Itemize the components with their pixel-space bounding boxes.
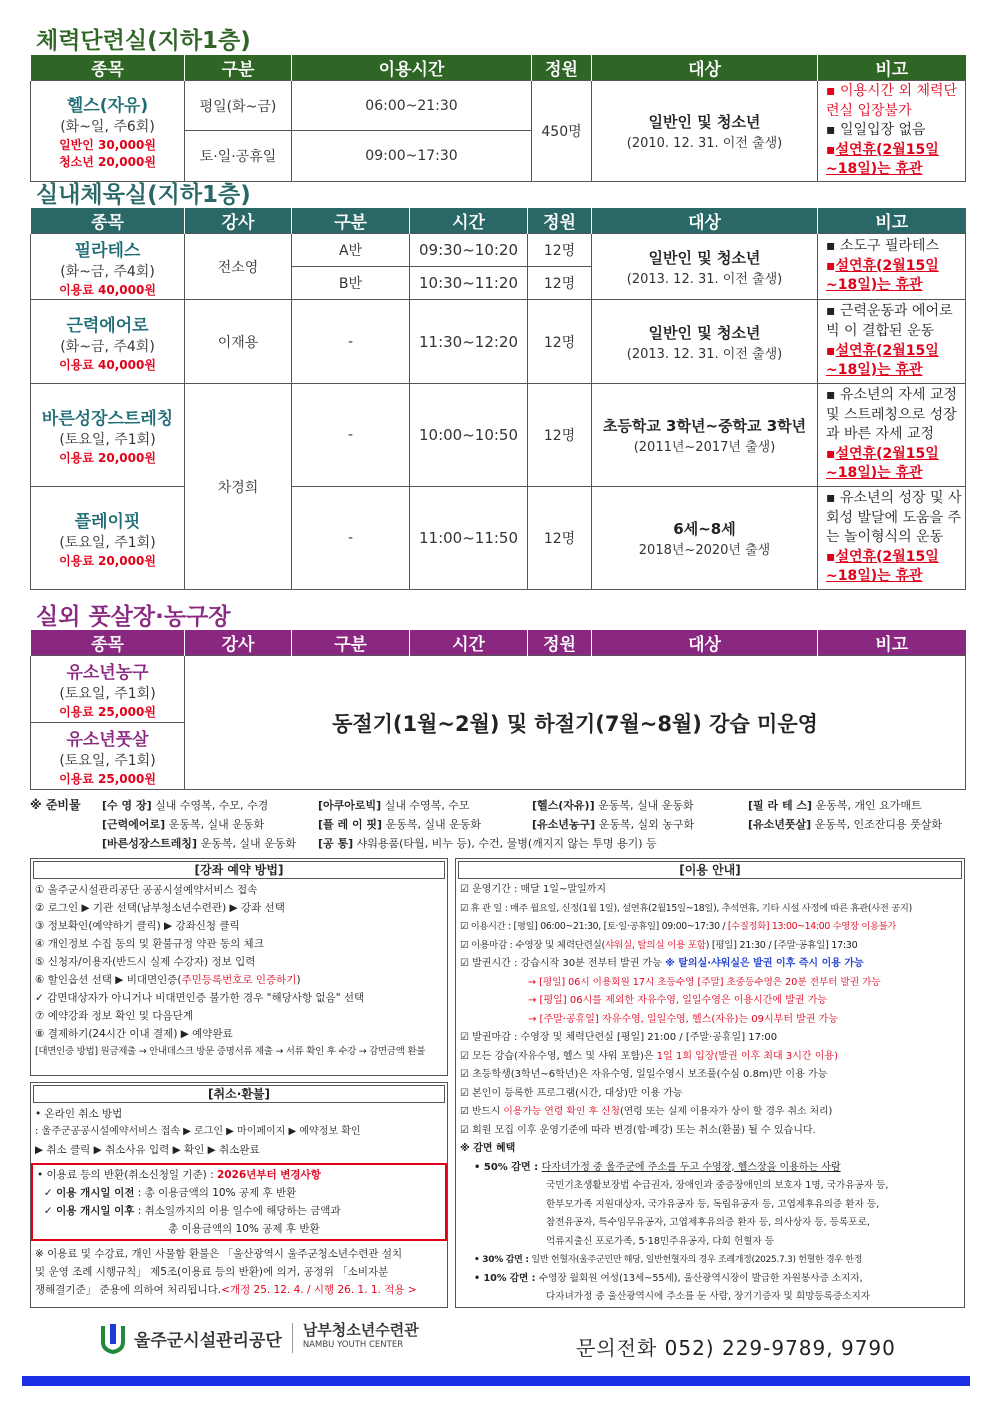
col-header: 구분 [292, 630, 410, 656]
booking-step: ① 울주군시설관리공단 공공시설예약서비스 접속 [35, 884, 258, 896]
prep-value: 운동복, 실내 운동화 [168, 818, 265, 831]
program-cell [31, 384, 185, 487]
org-name: 울주군시설관리공단 [134, 1330, 282, 1351]
booking-box [30, 858, 448, 1076]
footer-logo [100, 1322, 419, 1354]
note-text: 설연휴(2월15일~18일)는 휴관 [826, 141, 939, 178]
prep-key: [바른성장스트레칭] [102, 837, 198, 850]
outdoor-notice: 동절기(1월~2월) 및 하절기(7월~8월) 강습 미운영 [185, 656, 966, 790]
col-header: 시간 [410, 208, 528, 234]
booking-step: ⑧ 결제하기(24시간 이내 결제) ▶ 예약완료 [35, 1028, 233, 1040]
class-cell: - [292, 384, 410, 487]
bottom-bar [22, 1376, 970, 1386]
footer-divider [292, 1323, 293, 1353]
col-header: 구분 [185, 55, 292, 81]
cancel-footnote: 및 운영 조례 시행규칙」 제5조(이용료 등의 반환)에 의거, 공정위 「소비자분 [35, 1266, 389, 1278]
prep-key: [공 통] [318, 837, 354, 850]
usage-box [455, 858, 965, 1308]
refund-after-2: 총 이용금액의 10% 공제 후 반환 [168, 1223, 320, 1235]
program-fee: 이용료 40,000원 [59, 357, 156, 372]
note-text: 설연휴(2월15일~18일)는 휴관 [826, 445, 939, 482]
note-text: 이용시간 외 체력단련실 입장불가 [826, 83, 958, 119]
prep-key: [플 레 이 핏] [318, 818, 383, 831]
prep-key: [헬스(자유)] [532, 799, 595, 812]
target-main: 6세~8세 [673, 520, 736, 538]
capacity-cell: 12명 [528, 300, 592, 384]
booking-step: ④ 개인정보 수집 동의 및 환불규정 약관 동의 체크 [35, 938, 264, 950]
program-schedule: (토요일, 주1회) [59, 535, 156, 551]
target-cell [592, 81, 818, 182]
cancel-footnote: ※ 이용료 및 수강료, 개인 사물함 환불은 「울산광역시 울주군청소년수련관 설치 [35, 1248, 403, 1260]
program-fee-adult: 일반인 30,000원 [59, 138, 156, 153]
target-cell [592, 234, 818, 300]
prep-value: 실내 수영복, 수모 [384, 799, 470, 812]
program-name: 필라테스 [74, 240, 141, 261]
booking-step: ⑥ 할인옵션 선택 ▶ 비대면인증(주민등록번호로 인증하기) [35, 974, 301, 986]
prep-value: 운동복, 개인 요가매트 [815, 799, 922, 812]
preparation-list [30, 796, 965, 853]
note-cell: ▪ 소도구 필라테스 ▪설연휴(2월15일~18일)는 휴관 [818, 234, 966, 300]
usage-line: ☑ 이용마감 : 수영장 및 체력단련실(샤워실, 탈의실 이용 포함) [평일] 21:30 / [주말·공휴일] 17:30 [460, 939, 858, 951]
fitness-table [30, 55, 966, 182]
col-header: 정원 [528, 630, 592, 656]
target-sub: (2010. 12. 31. 이전 출생) [626, 135, 783, 151]
target-sub: (2013. 12. 31. 이전 출생) [626, 271, 783, 287]
target-cell [592, 384, 818, 487]
capacity-cell: 12명 [528, 234, 592, 267]
cancel-line: : 울주군공공시설예약서비스 접속 ▶ 로그인 ▶ 마이페이지 ▶ 예약정보 확인 [35, 1126, 361, 1137]
prep-key: [아쿠아로빅] [318, 799, 382, 812]
prep-value: 운동복, 실내 운동화 [598, 799, 694, 812]
discount-line: • 10% 감면 : 수영장 월회원 여성(13세~55세), 울산광역시장이 발급한 자원봉사증 소지자, [474, 1272, 863, 1284]
program-name: 플레이핏 [74, 512, 141, 532]
time-cell: 09:30~10:20 [410, 234, 528, 267]
note-text: 설연휴(2월15일~18일)는 휴관 [826, 548, 939, 585]
program-schedule: (화~일, 주6회) [60, 119, 155, 136]
program-fee: 이용료 20,000원 [59, 554, 156, 568]
col-header: 이용시간 [292, 55, 532, 81]
prep-label: ※ 준비물 [30, 798, 81, 812]
discount-line: 한부모가족 지원대상자, 국가유공자 등, 독립유공자 등, 고엽제후유의증 환자 등, [546, 1198, 880, 1210]
program-schedule: (화~금, 주4회) [60, 263, 155, 280]
note-text: 근력운동과 에어로빅 이 결합된 운동 [826, 303, 953, 339]
refund-before: ✓ 이용 개시일 이전 : 총 이용금액의 10% 공제 후 반환 [43, 1187, 297, 1199]
target-sub: 2018년~2020년 출생 [638, 543, 771, 558]
prep-value: 운동복, 실내 운동화 [200, 837, 297, 850]
usage-line: → [평일] 06시를 제외한 자유수영, 일일수영은 이용시간에 발권 가능 [528, 995, 828, 1006]
prep-value: 운동복, 실내 운동화 [385, 818, 482, 831]
class-cell: - [292, 300, 410, 384]
program-name: 유소년풋살 [66, 730, 149, 750]
usage-line: → [주말·공휴일] 자유수영, 일일수영, 헬스(자유)는 09시부터 발권 가능 [528, 1013, 838, 1025]
col-header: 강사 [185, 630, 292, 656]
usage-line: ☑ 본인이 등록한 프로그램(시간, 대상)만 이용 가능 [460, 1087, 683, 1099]
program-name: 근력에어로 [66, 315, 149, 336]
program-name: 유소년농구 [66, 663, 149, 683]
target-main: 일반인 및 청소년 [648, 323, 761, 342]
cancel-line: ▶ 취소 클릭 ▶ 취소사유 입력 ▶ 확인 ▶ 취소완료 [35, 1144, 260, 1156]
usage-line: ☑ 모든 강습(자유수영, 헬스 및 샤워 포함)은 1일 1회 입장(발권 이후 최대 3시간 이용) [460, 1050, 838, 1062]
program-fee: 이용료 40,000원 [59, 282, 156, 297]
target-sub: (2013. 12. 31. 이전 출생) [626, 346, 783, 362]
program-cell [31, 487, 185, 590]
outdoor-title: 실외 풋살장·농구장 [36, 604, 231, 630]
program-name: 헬스(자유) [66, 96, 149, 117]
usage-line: ☑ 초등학생(3학년~6학년)은 자유수영, 일일수영시 보조풀(수심 0.8m)만 이용 가능 [460, 1069, 828, 1080]
time-cell: 11:00~11:50 [410, 487, 528, 590]
fitness-title: 체력단련실(지하1층) [36, 28, 251, 54]
prep-value: 운동복, 실외 농구화 [598, 818, 695, 831]
discount-line: 다자녀가정 중 울산광역시에 주소를 둔 사람, 장기기증자 및 희망등록증소지자 [546, 1291, 871, 1302]
program-fee: 이용료 20,000원 [59, 451, 156, 465]
target-cell [592, 487, 818, 590]
program-fee-youth: 청소년 20,000원 [59, 155, 156, 170]
prep-key: [유소년농구] [532, 818, 596, 831]
target-main: 초등학교 3학년~중학교 3학년 [602, 417, 807, 435]
time-cell: 06:00~21:30 [292, 81, 532, 131]
prep-key: [유소년풋살] [748, 818, 812, 831]
col-header: 비고 [818, 208, 966, 234]
prep-key: [근력에어로] [102, 818, 166, 831]
booking-step: ⑦ 예약강좌 정보 확인 및 다음단계 [35, 1010, 193, 1022]
prep-key: [필 라 테 스] [748, 799, 813, 812]
indoor-table [30, 208, 966, 590]
target-main: 일반인 및 청소년 [648, 248, 761, 267]
note-text: 유소년의 자세 교정 및 스트레칭으로 성장과 바른 자세 교정 [826, 387, 958, 443]
col-header: 대상 [592, 208, 818, 234]
target-cell [592, 300, 818, 384]
booking-step: ✓ 감면대상자가 아니거나 비대면인증 불가한 경우 "해당사항 없음" 선택 [35, 992, 365, 1004]
booking-step: [대면인증 방법] 원금제출 → 안내데스크 방문 증명서류 제출 → 서류 확인 후 수강 → 감면금액 환불 [35, 1046, 426, 1057]
program-fee: 이용료 25,000원 [59, 705, 156, 719]
usage-line: ☑ 휴 관 일 : 매주 월요일, 신정(1월 1일), 설연휴(2월15일~18일), 추석연휴, 기타 시설 사정에 따른 휴관(사전 공지) [460, 902, 912, 914]
cancel-box [30, 1082, 448, 1308]
program-name: 바른성장스트레칭 [41, 409, 174, 429]
center-name-en: NAMBU YOUTH CENTER [302, 1340, 404, 1350]
capacity-cell: 12명 [528, 487, 592, 590]
col-header: 종목 [31, 55, 185, 81]
cancel-footnote: 쟁해결기준」 준용에 의하여 처리됩니다.<개정 25. 12. 4. / 시행 26. 1. 1. 적용 > [35, 1284, 417, 1296]
cancel-title: [취소·환불] [33, 1085, 445, 1103]
col-header: 비고 [818, 55, 966, 81]
time-cell: 10:00~10:50 [410, 384, 528, 487]
instructor-cell: 차경희 [185, 384, 292, 590]
program-schedule: (토요일, 주1회) [59, 753, 156, 769]
target-sub: (2011년~2017년 출생) [633, 440, 776, 455]
note-text: 설연휴(2월15일~18일)는 휴관 [826, 342, 939, 379]
indoor-title: 실내체육실(지하1층) [36, 182, 251, 208]
program-cell [31, 81, 185, 182]
org-logo-icon [100, 1322, 126, 1354]
note-text: 유소년의 성장 및 사회성 발달에 도움을 주는 놀이형식의 운동 [826, 490, 962, 546]
usage-line: ☑ 회원 모집 이후 운영기준에 따라 변경(합·폐강) 또는 취소(환불) 될 수 있습니다. [460, 1124, 816, 1136]
class-cell: B반 [292, 267, 410, 300]
program-schedule: (화~금, 주4회) [60, 338, 155, 355]
usage-title: [이용 안내] [458, 861, 962, 879]
col-header: 종목 [31, 630, 185, 656]
refund-after: ✓ 이용 개시일 이후 : 취소일까지의 이용 일수에 해당하는 금액과 [43, 1205, 341, 1217]
prep-value: 실내 수영복, 수모, 수경 [155, 799, 269, 812]
usage-line: ※ 감면 혜택 [460, 1143, 516, 1154]
booking-step: ③ 정보확인(예약하기 클릭) ▶ 강좌신청 클릭 [35, 920, 240, 932]
cancel-line: • 온라인 취소 방법 [35, 1108, 123, 1120]
usage-line: ☑ 운영기간 : 매달 1일~말일까지 [460, 884, 607, 895]
usage-line: ☑ 발권마감 : 수영장 및 체력단련실 [평일] 21:00 / [주말·공휴일] 17:00 [460, 1032, 778, 1043]
usage-line: → [평일] 06시 이용회원 17시 초등수영 [주말] 초중등수영은 20분 전부터 발권 가능 [528, 976, 881, 988]
col-header: 구분 [292, 208, 410, 234]
program-schedule: (토요일, 주1회) [59, 686, 156, 702]
col-header: 정원 [532, 55, 592, 81]
program-cell [31, 300, 185, 384]
refund-head: • 이용료 등의 반환(취소신청일 기준) : 2026년부터 변경사항 [37, 1169, 321, 1181]
prep-value: 샤워용품(타월, 비누 등), 수건, 물병(깨지지 않는 투명 용기) 등 [356, 837, 657, 850]
col-header: 정원 [528, 208, 592, 234]
time-cell: 10:30~11:20 [410, 267, 528, 300]
usage-line: ☑ 발권시간 : 강습시작 30분 전부터 발권 가능 ※ 탈의실·샤워실은 발권 이후 즉시 이용 가능 [460, 958, 864, 969]
note-cell: ▪ 근력운동과 에어로빅 이 결합된 운동 ▪설연휴(2월15일~18일)는 휴관 [818, 300, 966, 384]
program-cell [31, 234, 185, 300]
note-text: 일일입장 없음 [839, 122, 926, 139]
discount-line: 참전유공자, 특수임무유공자, 고엽제후유의증 환자 등, 의사상자 등, 등록포로, [546, 1217, 870, 1228]
col-header: 시간 [410, 630, 528, 656]
booking-title: [강좌 예약 방법] [33, 861, 445, 879]
type-cell: 토·일·공휴일 [185, 131, 292, 181]
prep-key: [수 영 장] [102, 799, 152, 812]
program-fee: 이용료 25,000원 [59, 772, 156, 786]
discount-line: 억류지출신 포로가족, 5·18민주유공자, 다회 헌혈자 등 [546, 1235, 775, 1247]
instructor-cell: 전소영 [185, 234, 292, 300]
program-cell [31, 723, 185, 790]
col-header: 대상 [592, 630, 818, 656]
outdoor-table [30, 630, 966, 790]
time-cell: 09:00~17:30 [292, 131, 532, 181]
note-cell: ▪ 유소년의 자세 교정 및 스트레칭으로 성장과 바른 자세 교정 ▪설연휴(2월15일~18일)는 휴관 [818, 384, 966, 487]
booking-step: ② 로그인 ▶ 기관 선택(남부청소년수련관) ▶ 강좌 선택 [35, 902, 285, 914]
discount-line: • 50% 감면 : 다자녀가정 중 울주군에 주소를 두고 수영장, 헬스장을 이용하는 사람 [474, 1161, 841, 1173]
prep-value: 운동복, 인조잔디용 풋살화 [814, 818, 943, 831]
discount-line: 국민기초생활보장법 수급권자, 장애인과 중증장애인의 보호자 1명, 국가유공자 등, [546, 1180, 889, 1191]
col-header: 종목 [31, 208, 185, 234]
contact-phone: 문의전화 052) 229-9789, 9790 [576, 1336, 896, 1360]
col-header: 대상 [592, 55, 818, 81]
capacity-cell: 12명 [528, 384, 592, 487]
usage-line: ☑ 반드시 이용가능 연령 확인 후 신청(연령 또는 실제 이용자가 상이 할 경우 취소 처리) [460, 1106, 833, 1117]
refund-box [31, 1163, 447, 1241]
target-main: 일반인 및 청소년 [648, 112, 761, 131]
center-name-block [303, 1323, 419, 1353]
note-cell: ▪ 유소년의 성장 및 사회성 발달에 도움을 주는 놀이형식의 운동 ▪설연휴(2월15일~18일)는 휴관 [818, 487, 966, 590]
col-header: 강사 [185, 208, 292, 234]
note-text: 설연휴(2월15일~18일)는 휴관 [826, 257, 939, 294]
usage-line: ☑ 이용시간 : [평일] 06:00~21:30, [토·일·공휴일] 09:00~17:30 / [수질정화] 13:00~14:00 수영장 이용불가 [460, 921, 897, 932]
note-text: 소도구 필라테스 [839, 238, 940, 255]
center-name: 남부청소년수련관 [302, 1321, 419, 1339]
capacity-cell: 450명 [532, 81, 592, 182]
class-cell: - [292, 487, 410, 590]
booking-step: ⑤ 신청자/이용자(반드시 실제 수강자) 정보 입력 [35, 956, 256, 968]
type-cell: 평일(화~금) [185, 81, 292, 131]
class-cell: A반 [292, 234, 410, 267]
capacity-cell: 12명 [528, 267, 592, 300]
program-cell [31, 656, 185, 723]
col-header: 비고 [818, 630, 966, 656]
time-cell: 11:30~12:20 [410, 300, 528, 384]
note-cell: ▪ 이용시간 외 체력단련실 입장불가 ▪ 일일입장 없음 ▪설연휴(2월15일~18일)는 휴관 [818, 81, 966, 182]
discount-line: • 30% 감면 : 일반 헌혈자(울주군민만 해당, 일반헌혈자의 경우 조례개정(2025.7.3) 헌혈한 경우 한정 [474, 1255, 863, 1265]
program-schedule: (토요일, 주1회) [59, 432, 156, 448]
instructor-cell: 이재용 [185, 300, 292, 384]
